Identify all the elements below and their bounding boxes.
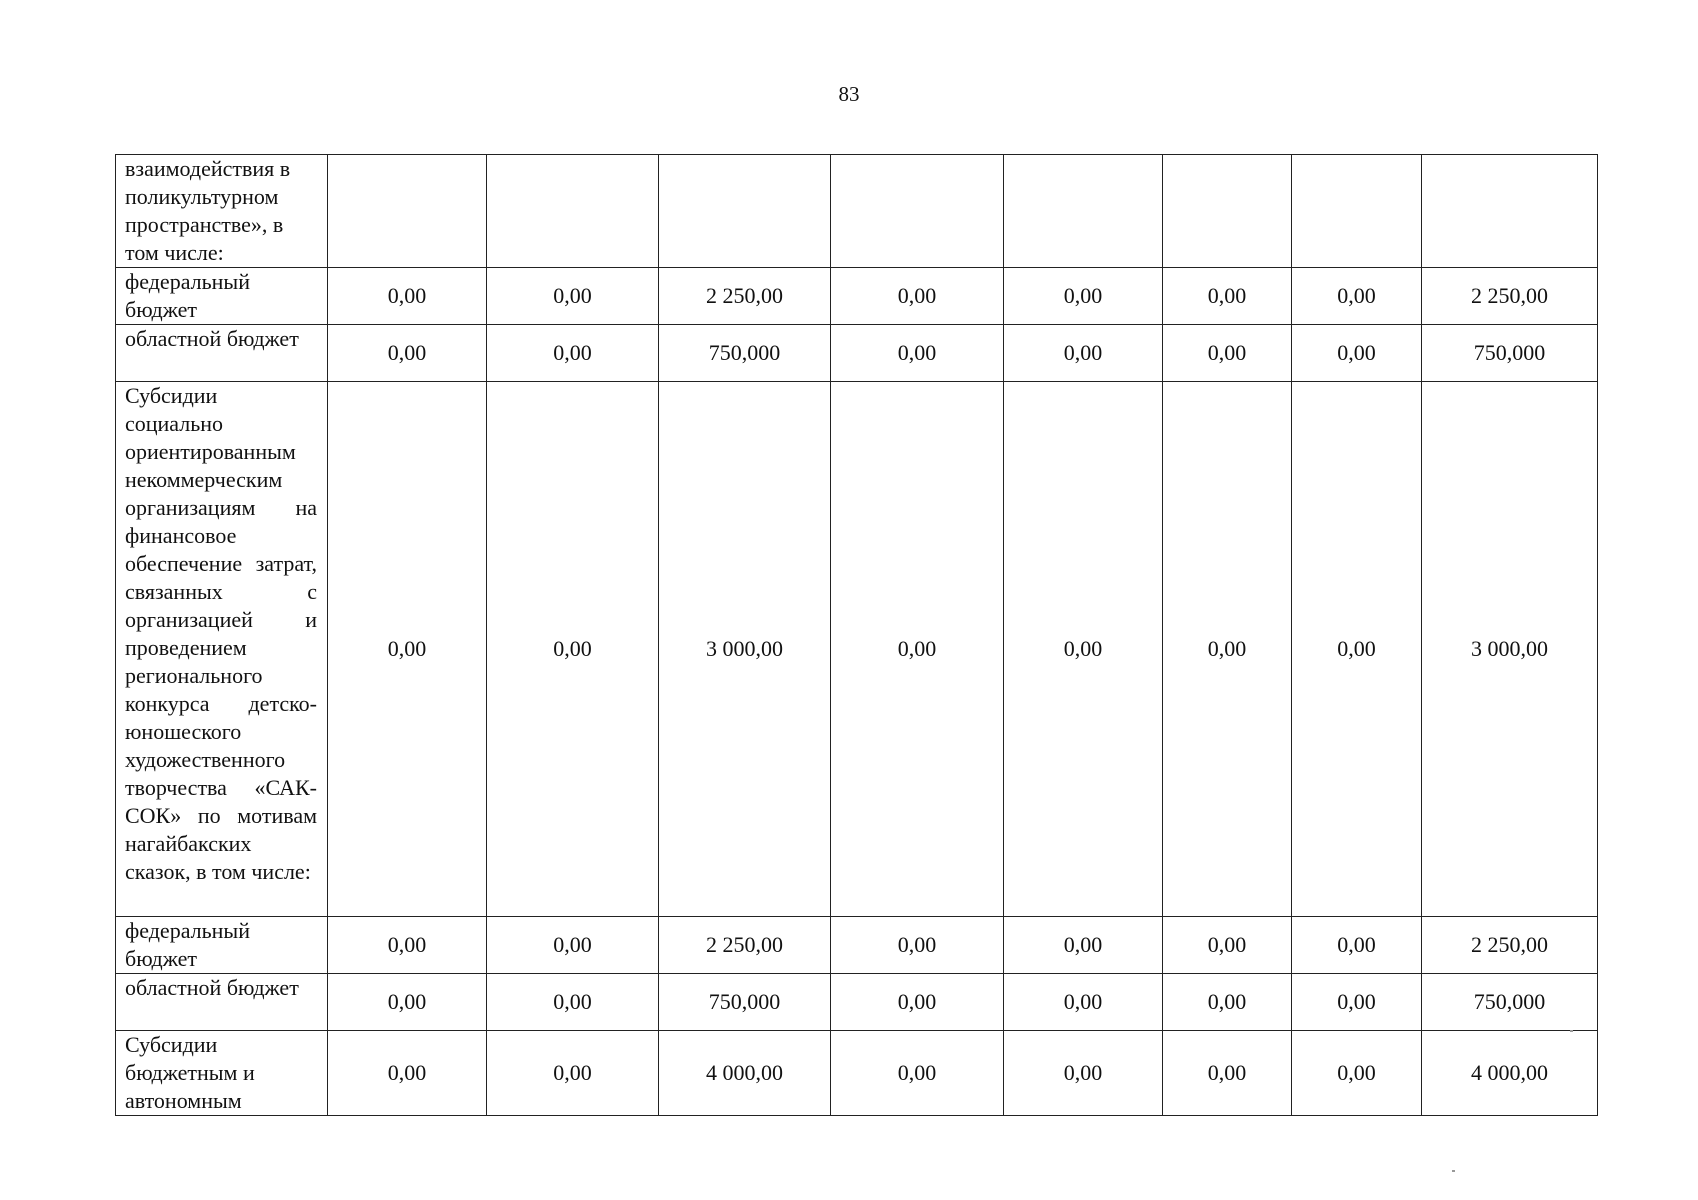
scan-speck bbox=[1452, 1170, 1455, 1172]
scan-speck bbox=[1570, 1030, 1573, 1032]
value-cell bbox=[1004, 155, 1163, 268]
table-row bbox=[116, 917, 1598, 974]
value-cell: 0,00 bbox=[1292, 917, 1422, 974]
table-row bbox=[116, 1031, 1598, 1116]
value-cell: 0,00 bbox=[487, 382, 659, 917]
value-cell: 0,00 bbox=[328, 268, 487, 325]
value-cell: 0,00 bbox=[1004, 917, 1163, 974]
table-row bbox=[116, 268, 1598, 325]
value-cell: 0,00 bbox=[831, 325, 1004, 382]
row-label: Субсидии бюджетным и автономным bbox=[116, 1031, 328, 1116]
value-cell: 3 000,00 bbox=[659, 382, 831, 917]
value-cell: 0,00 bbox=[328, 1031, 487, 1116]
value-cell: 3 000,00 bbox=[1422, 382, 1598, 917]
value-cell: 4 000,00 bbox=[1422, 1031, 1598, 1116]
value-cell: 0,00 bbox=[487, 917, 659, 974]
value-cell: 0,00 bbox=[831, 382, 1004, 917]
value-cell: 0,00 bbox=[487, 974, 659, 1031]
value-cell: 750,000 bbox=[1422, 325, 1598, 382]
value-cell: 0,00 bbox=[328, 382, 487, 917]
table-row bbox=[116, 155, 1598, 268]
value-cell: 0,00 bbox=[1163, 382, 1292, 917]
row-label: федеральный бюджет bbox=[116, 268, 328, 325]
value-cell bbox=[831, 155, 1004, 268]
value-cell: 0,00 bbox=[1163, 1031, 1292, 1116]
value-cell bbox=[1292, 155, 1422, 268]
value-cell: 4 000,00 bbox=[659, 1031, 831, 1116]
table-row bbox=[116, 382, 1598, 917]
budget-table bbox=[115, 154, 1598, 1116]
value-cell: 0,00 bbox=[831, 917, 1004, 974]
value-cell: 0,00 bbox=[328, 325, 487, 382]
row-label: Субсидии социально ориентированным некоммерческим организациям на финансовое обеспечение затрат, связанных с организацией и проведением регионального конкурса детско-юношеского художественного творчества «САК-СОК» по мотивам нагайбакских сказок, в том числе: bbox=[116, 382, 328, 917]
value-cell: 750,000 bbox=[659, 974, 831, 1031]
value-cell: 0,00 bbox=[487, 268, 659, 325]
value-cell: 0,00 bbox=[831, 268, 1004, 325]
value-cell: 0,00 bbox=[1163, 325, 1292, 382]
value-cell: 0,00 bbox=[1292, 974, 1422, 1031]
value-cell: 0,00 bbox=[1004, 974, 1163, 1031]
row-label: взаимодействия в поликультурном пространстве», в том числе: bbox=[116, 155, 328, 268]
value-cell: 0,00 bbox=[1163, 974, 1292, 1031]
table-row bbox=[116, 974, 1598, 1031]
row-label: областной бюджет bbox=[116, 325, 328, 382]
page-number: 83 bbox=[838, 82, 860, 106]
value-cell: 0,00 bbox=[487, 1031, 659, 1116]
value-cell: 0,00 bbox=[328, 917, 487, 974]
value-cell bbox=[487, 155, 659, 268]
value-cell: 2 250,00 bbox=[659, 268, 831, 325]
value-cell: 0,00 bbox=[1163, 268, 1292, 325]
value-cell: 0,00 bbox=[1292, 325, 1422, 382]
value-cell: 0,00 bbox=[1004, 1031, 1163, 1116]
row-label: федеральный бюджет bbox=[116, 917, 328, 974]
value-cell: 0,00 bbox=[1004, 325, 1163, 382]
value-cell bbox=[1163, 155, 1292, 268]
value-cell: 2 250,00 bbox=[1422, 268, 1598, 325]
value-cell bbox=[328, 155, 487, 268]
value-cell: 750,000 bbox=[659, 325, 831, 382]
value-cell: 0,00 bbox=[831, 1031, 1004, 1116]
value-cell: 0,00 bbox=[1004, 268, 1163, 325]
value-cell: 0,00 bbox=[1292, 268, 1422, 325]
value-cell: 0,00 bbox=[1292, 1031, 1422, 1116]
value-cell: 750,000 bbox=[1422, 974, 1598, 1031]
value-cell: 0,00 bbox=[328, 974, 487, 1031]
row-label: областной бюджет bbox=[116, 974, 328, 1031]
value-cell: 0,00 bbox=[1292, 382, 1422, 917]
value-cell bbox=[1422, 155, 1598, 268]
value-cell: 2 250,00 bbox=[1422, 917, 1598, 974]
value-cell: 0,00 bbox=[1163, 917, 1292, 974]
table-row bbox=[116, 325, 1598, 382]
value-cell: 2 250,00 bbox=[659, 917, 831, 974]
value-cell: 0,00 bbox=[487, 325, 659, 382]
value-cell bbox=[659, 155, 831, 268]
value-cell: 0,00 bbox=[1004, 382, 1163, 917]
value-cell: 0,00 bbox=[831, 974, 1004, 1031]
